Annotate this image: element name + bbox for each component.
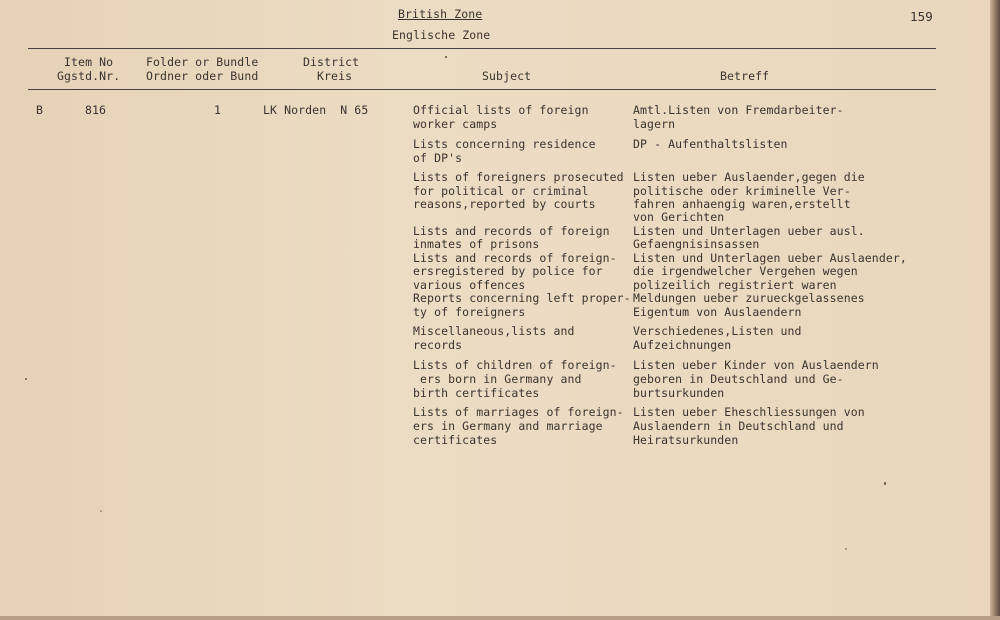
record-district: LK Norden N 65 <box>263 103 369 117</box>
entry-6-betreff-line-2: Eigentum von Auslaendern <box>633 305 802 319</box>
entry-7-betreff-line-1: Verschiedenes,Listen und <box>633 324 802 338</box>
entry-2-betreff-line-1: DP - Aufenthaltslisten <box>633 137 788 151</box>
entry-9-betreff-line-1: Listen ueber Eheschliessungen von <box>633 405 865 419</box>
entry-3-betreff-line-2: politische oder kriminelle Ver- <box>633 184 851 198</box>
entry-6-subject-line-2: ty of foreigners <box>413 305 526 319</box>
entry-8-subject-line-3: birth certificates <box>413 386 540 400</box>
page-binding-edge <box>990 0 1000 620</box>
entry-2-subject-line-1: Lists concerning residence <box>413 137 596 151</box>
column-header-betreff: Betreff <box>720 69 770 83</box>
entry-5-betreff-line-1: Listen und Unterlagen ueber Auslaender, <box>633 251 907 265</box>
zone-title-english: British Zone <box>398 7 483 21</box>
column-header-district: District <box>303 55 360 69</box>
entry-3-betreff-line-3: fahren anhaengig waren,erstellt <box>633 197 851 211</box>
entry-4-betreff-line-1: Listen und Unterlagen ueber ausl. <box>633 224 865 238</box>
entry-8-subject-line-2: ers born in Germany and <box>413 372 582 386</box>
entry-1-subject-line-1: Official lists of foreign <box>413 103 589 117</box>
entry-3-betreff-line-4: von Gerichten <box>633 210 725 224</box>
entry-2-subject-line-2: of DP's <box>413 151 463 165</box>
paper-speck <box>25 378 27 380</box>
entry-9-subject-line-2: ers in Germany and marriage <box>413 419 603 433</box>
entry-4-subject-line-1: Lists and records of foreign <box>413 224 610 238</box>
entry-1-betreff-line-2: lagern <box>633 117 676 131</box>
entry-3-subject-line-3: reasons,reported by courts <box>413 197 596 211</box>
entry-7-betreff-line-2: Aufzeichnungen <box>633 338 732 352</box>
entry-3-subject-line-2: for political or criminal <box>413 184 589 198</box>
entry-5-subject-line-2: ersregistered by police for <box>413 264 603 278</box>
entry-8-subject-line-1: Lists of children of foreign- <box>413 358 617 372</box>
entry-9-subject-line-1: Lists of marriages of foreign- <box>413 405 624 419</box>
paper-speck <box>884 482 886 485</box>
entry-8-betreff-line-2: geboren in Deutschland und Ge- <box>633 372 844 386</box>
paper-speck <box>100 510 102 512</box>
entry-8-betreff-line-1: Listen ueber Kinder von Auslaendern <box>633 358 879 372</box>
entry-6-subject-line-1: Reports concerning left proper- <box>413 291 631 305</box>
entry-5-betreff-line-2: die irgendwelcher Vergehen wegen <box>633 264 858 278</box>
entry-5-subject-line-1: Lists and records of foreign- <box>413 251 617 265</box>
entry-7-subject-line-1: Miscellaneous,lists and <box>413 324 575 338</box>
page-number: 159 <box>910 9 933 24</box>
header-bottom-rule <box>28 89 936 90</box>
column-header-folder: Folder or Bundle <box>146 55 259 69</box>
record-folder: 1 <box>214 103 222 117</box>
entry-1-betreff-line-1: Amtl.Listen von Fremdarbeiter- <box>633 103 844 117</box>
entry-9-betreff-line-3: Heiratsurkunden <box>633 433 739 447</box>
paper-speck <box>845 548 847 550</box>
column-header-subject: Subject <box>482 69 532 83</box>
entry-8-betreff-line-3: burtsurkunden <box>633 386 725 400</box>
entry-4-subject-line-2: inmates of prisons <box>413 237 540 251</box>
entry-3-betreff-line-1: Listen ueber Auslaender,gegen die <box>633 170 865 184</box>
column-header-ggstd-nr: Ggstd.Nr. <box>57 69 121 83</box>
entry-1-subject-line-2: worker camps <box>413 117 498 131</box>
column-header-ordner: Ordner oder Bund <box>146 69 259 83</box>
header-top-rule <box>28 48 936 49</box>
entry-5-betreff-line-3: polizeilich registriert waren <box>633 278 837 292</box>
entry-3-subject-line-1: Lists of foreigners prosecuted <box>413 170 624 184</box>
entry-6-betreff-line-1: Meldungen ueber zurueckgelassenes <box>633 291 865 305</box>
entry-4-betreff-line-2: Gefaengnisinsassen <box>633 237 760 251</box>
record-letter: B <box>36 103 44 117</box>
column-header-kreis: Kreis <box>317 69 353 83</box>
page-bottom-edge <box>0 616 1000 620</box>
entry-9-subject-line-3: certificates <box>413 433 498 447</box>
entry-7-subject-line-2: records <box>413 338 463 352</box>
zone-title-german: Englische Zone <box>392 28 491 42</box>
entry-9-betreff-line-2: Auslaendern in Deutschland und <box>633 419 844 433</box>
entry-5-subject-line-3: various offences <box>413 278 526 292</box>
column-header-item-no: Item No <box>64 55 114 69</box>
paper-speck <box>445 56 447 58</box>
record-item-no: 816 <box>85 103 107 117</box>
